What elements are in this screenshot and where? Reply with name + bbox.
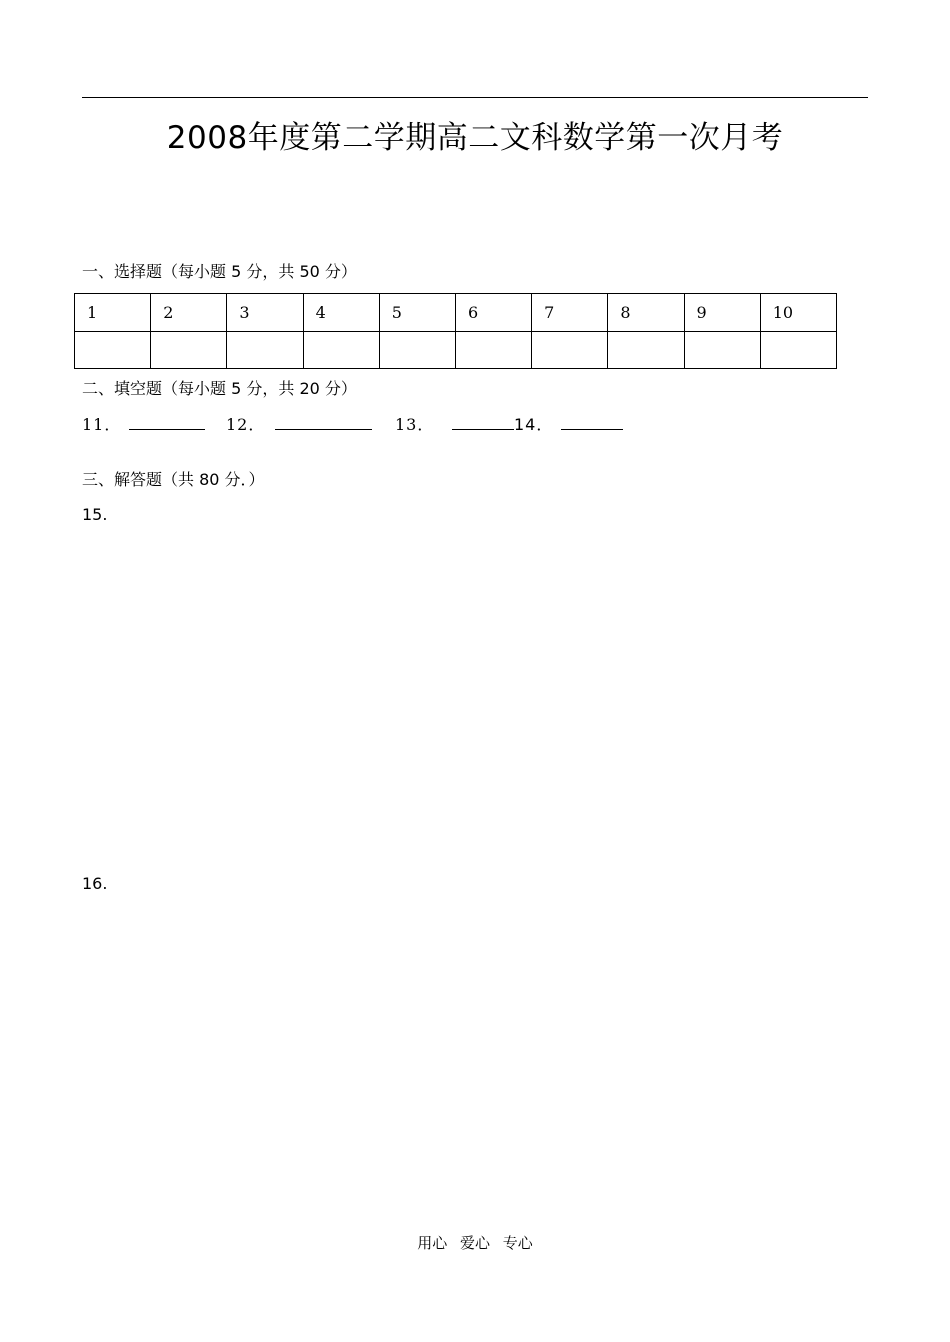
fill-blank-line[interactable] (275, 415, 372, 430)
answer-blank-cell[interactable] (303, 332, 379, 369)
section-choice-heading: 一、选择题（每小题 5 分，共 50 分） (82, 262, 357, 281)
fill-blank-line[interactable] (452, 415, 514, 430)
fill-item-12 (226, 412, 372, 435)
answer-number-cell: 9 (684, 294, 760, 332)
answer-table-number-row (75, 294, 837, 332)
answer-number-cell: 8 (608, 294, 684, 332)
answer-number-cell: 7 (532, 294, 608, 332)
top-rule (82, 97, 868, 98)
section-fill-heading: 二、填空题（每小题 5 分，共 20 分） (82, 379, 357, 398)
answer-number-cell: 10 (760, 294, 836, 332)
answer-number-cell: 4 (303, 294, 379, 332)
answer-number-cell: 2 (151, 294, 227, 332)
answer-number-cell: 6 (455, 294, 531, 332)
fill-item-label: 14． (514, 415, 554, 434)
answer-blank-cell[interactable] (151, 332, 227, 369)
answer-blank-cell[interactable] (227, 332, 303, 369)
answer-blank-cell[interactable] (75, 332, 151, 369)
section-solve-heading: 三、解答题（共 80 分．） (82, 470, 265, 489)
question-15-number: 15. (82, 505, 108, 524)
answer-blank-cell[interactable] (684, 332, 760, 369)
answer-blank-cell[interactable] (532, 332, 608, 369)
answer-blank-cell[interactable] (608, 332, 684, 369)
fill-item-14 (514, 412, 623, 435)
answer-number-cell: 1 (75, 294, 151, 332)
fill-item-label: 12． (226, 415, 266, 434)
page-footer: 用心 爱心 专心 (417, 1234, 533, 1252)
answer-number-cell: 3 (227, 294, 303, 332)
answer-table (74, 293, 837, 369)
fill-item-13 (395, 412, 514, 435)
answer-blank-cell[interactable] (455, 332, 531, 369)
answer-number-cell: 5 (379, 294, 455, 332)
answer-table-blank-row (75, 332, 837, 369)
fill-blank-line[interactable] (561, 415, 623, 430)
answer-blank-cell[interactable] (760, 332, 836, 369)
page-title: 2008年度第二学期高二文科数学第一次月考 (166, 120, 784, 156)
fill-item-11 (82, 412, 205, 435)
fill-blank-line[interactable] (129, 415, 205, 430)
question-16-number: 16. (82, 874, 108, 893)
answer-blank-cell[interactable] (379, 332, 455, 369)
fill-item-label: 11． (82, 415, 122, 434)
fill-item-label: 13． (395, 415, 435, 434)
